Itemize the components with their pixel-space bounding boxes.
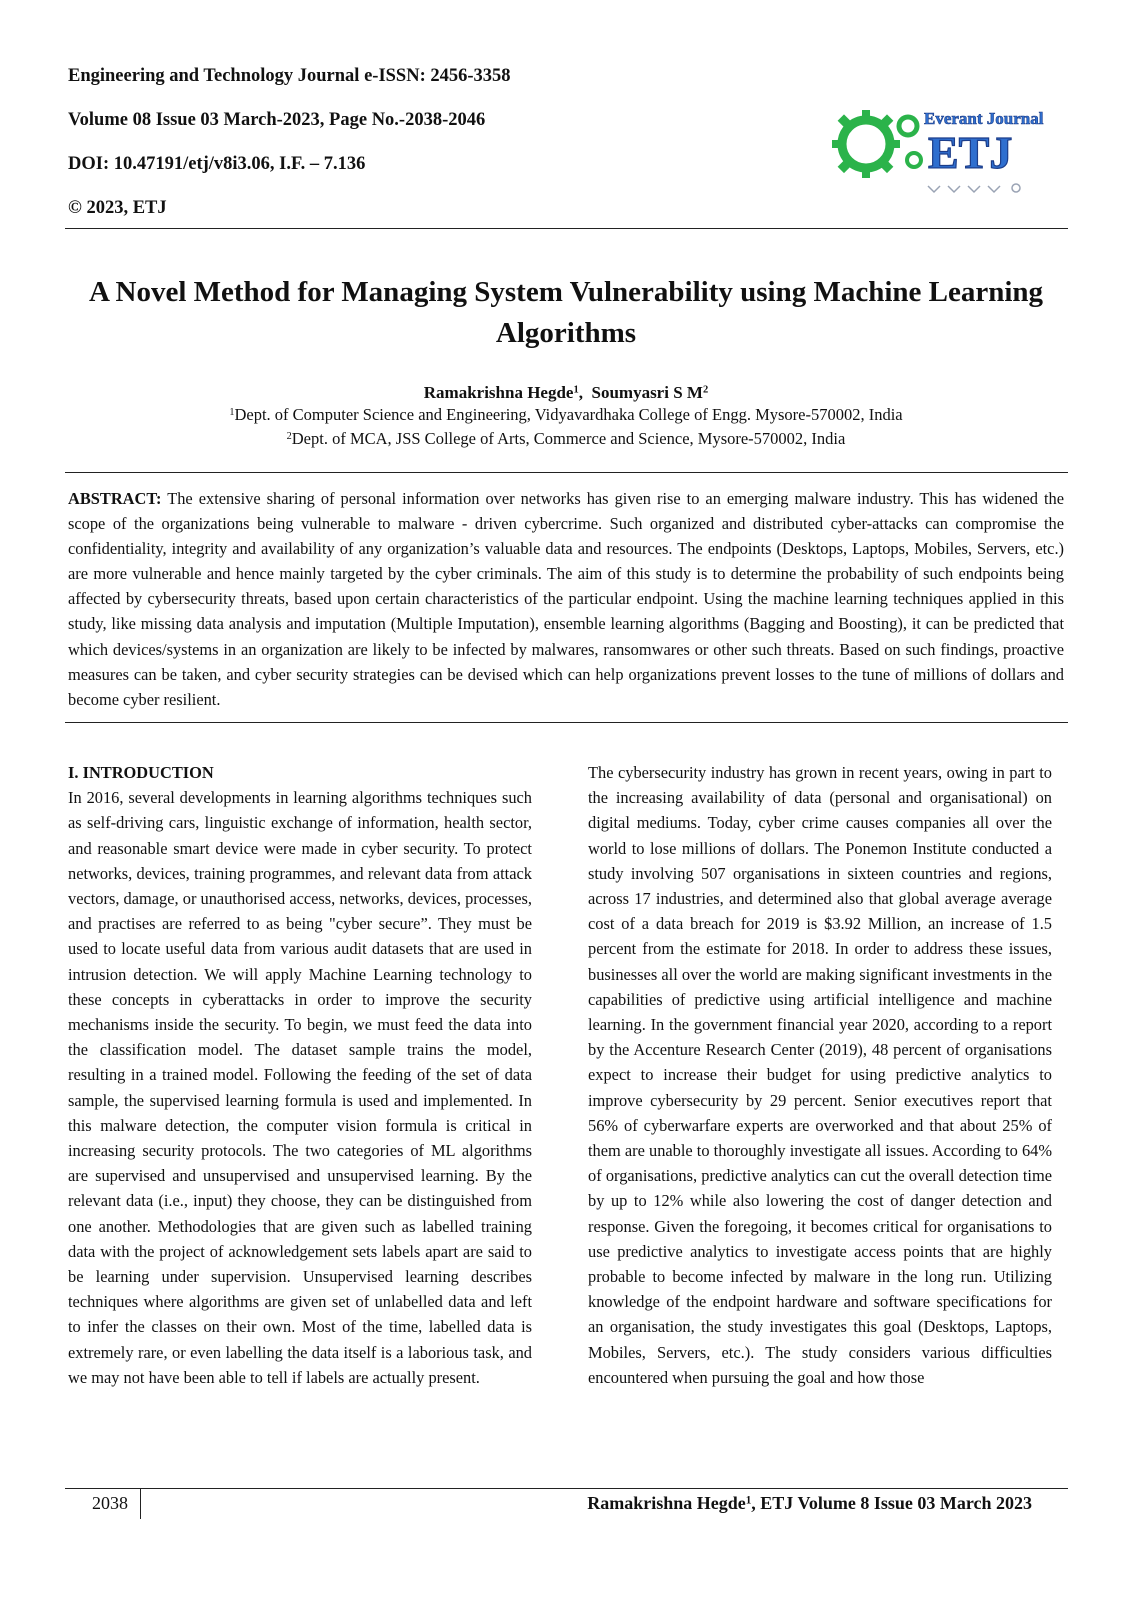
logo-wordmark bbox=[924, 109, 1044, 178]
journal-header bbox=[68, 64, 668, 240]
abstract-bottom-rule bbox=[65, 722, 1068, 723]
affiliation-text: Dept. of MCA, JSS College of Arts, Commerce and Science, Mysore-570002, India bbox=[291, 429, 846, 448]
journal-logo bbox=[828, 96, 1050, 200]
doi-line: DOI: 10.47191/etj/v8i3.06, I.F. – 7.136 bbox=[68, 154, 366, 174]
section-heading: I. INTRODUCTION bbox=[68, 763, 214, 782]
footer-sup: 1 bbox=[745, 1494, 752, 1507]
footer-author: Ramakrishna Hegde bbox=[587, 1493, 746, 1513]
author-sup: 1 bbox=[573, 384, 579, 396]
running-footer bbox=[587, 1490, 1032, 1516]
abstract bbox=[68, 486, 1064, 712]
abstract-text: The extensive sharing of personal information over networks has given rise to an emerging malware industry. This has widened the scope of the organizations being vulnerable to malware - driven cybercrime. Such organized and distributed cyber-attacks can compromise the confidentiality, integrity and availability of any organization’s valuable data and resources. The endpoints (Desktops, Laptops, Mobiles, Servers, etc.) are more vulnerable and hence mainly targeted by the cyber criminals. The aim of this study is to determine the probability of such endpoints being affected by cybersecurity threats, based upon certain characteristics of the particular endpoint. Using the machine learning techniques applied in this study, like missing data analysis and imputation (Multiple Imputation), ensemble learning algorithms (Bagging and Boosting), it can be predicted that which devices/systems in an organization are likely to be infected by malwares, ransomwares or other such threats. Based on such findings, proactive measures can be taken, and cyber security strategies can be devised which can help organizations prevent losses to the tune of millions of dollars and become cyber resilient. bbox=[68, 489, 1064, 709]
author-name: Ramakrishna Hegde bbox=[423, 383, 574, 402]
affiliation bbox=[80, 404, 1052, 426]
author-name: Soumyasri S M bbox=[591, 383, 703, 402]
gear-icon bbox=[832, 110, 921, 178]
abstract-top-rule bbox=[65, 472, 1068, 473]
footer-divider bbox=[140, 1489, 141, 1519]
page-number: 2038 bbox=[92, 1493, 128, 1513]
footer-citation: , ETJ Volume 8 Issue 03 March 2023 bbox=[751, 1493, 1032, 1513]
copyright-line: © 2023, ETJ bbox=[68, 198, 167, 218]
author-separator: , bbox=[578, 383, 592, 402]
affiliation bbox=[80, 428, 1052, 450]
left-column bbox=[68, 760, 532, 1390]
body-paragraph: In 2016, several developments in learning algorithms techniques such as self-driving cars, linguistic exchange of information, health sector, and reasonable smart device were made in cyber security. To protect networks, devices, training programmes, and relevant data from attack vectors, damage, or unauthorised access, networks, devices, processes, and practises are referred to as being "cyber secure”. They must be used to locate useful data from various audit datasets that are used in intrusion detection. We will apply Machine Learning technology to these concepts in cyberattacks in order to improve the security mechanisms inside the security. To begin, we must feed the data into the classification model. The dataset sample trains the model, resulting in a trained model. Following the feeding of the set of data sample, the supervised learning formula is used and implemented. In this malware detection, the computer vision formula is critical in increasing security protocols. The two categories of ML algorithms are supervised and unsupervised and unsupervised learning. By the relevant data (i.e., input) they choose, they can be distinguished from one another. Methodologies that are given such as labelled training data with the project of acknowledgement sets labels apart are said to be learning under supervision. Unsupervised learning describes techniques where algorithms are given set of unlabelled data and left to infer the classes on their own. Most of the time, labelled data is extremely rare, or even labelling the data itself is a laborious task, and we may not have been able to tell if labels are actually present. bbox=[68, 788, 532, 1387]
paper-title: A Novel Method for Managing System Vulnerability using Machine Learning Algorithms bbox=[88, 276, 1044, 349]
author-list bbox=[80, 382, 1052, 404]
abstract-label: ABSTRACT: bbox=[68, 489, 162, 508]
footer-rule bbox=[65, 1488, 1068, 1489]
affiliation-text: Dept. of Computer Science and Engineering, Vidyavardhaka College of Engg. Mysore-570002, India bbox=[234, 405, 903, 424]
right-column bbox=[588, 760, 1052, 1390]
affiliation-sup: 1 bbox=[229, 406, 235, 418]
body-paragraph: The cybersecurity industry has grown in recent years, owing in part to the increasing availability of data (personal and organisational) on digital mediums. Today, cyber crime causes companies all over the world to lose millions of dollars. The Ponemon Institute conducted a study involving 507 organisations in sixteen countries and regions, across 17 industries, and determined also that global average average cost of a data breach for 2019 is $3.92 Million, an increase of 1.5 percent from the estimate for 2018. In order to address these issues, businesses all over the world are making significant investments in the capabilities of predictive using artificial intelligence and machine learning. In the government financial year 2020, according to a report by the Accenture Research Center (2019), 48 percent of organisations expect to increase their budget for using predictive analytics to improve cybersecurity by 29 percent. Senior executives report that 56% of cyberwarfare experts are overworked and that about 25% of them are unable to thoroughly investigate all issues. According to 64% of organisations, predictive analytics can cut the overall detection time by up to 12% while also lowering the cost of danger detection and response. Given the foregoing, it becomes critical for organisations to use predictive analytics to investigate access points that are highly probable to become infected by malware in the long run. Utilizing knowledge of the endpoint hardware and software specifications for an organisation, the study investigates this goal (Desktops, Laptops, Mobiles, Servers, etc.). The study considers various difficulties encountered when pursuing the goal and how those bbox=[588, 763, 1052, 1387]
logo-mark: ETJ bbox=[928, 127, 1013, 178]
volume-issue: Volume 08 Issue 03 March-2023, Page No.-2038-2046 bbox=[68, 110, 486, 130]
journal-issn: Engineering and Technology Journal e-ISSN: 2456-3358 bbox=[68, 66, 511, 86]
author-sup: 2 bbox=[702, 384, 709, 396]
header-rule bbox=[65, 228, 1068, 229]
logo-decoration bbox=[928, 184, 1020, 192]
affiliation-sup: 2 bbox=[286, 430, 292, 442]
logo-name: Everant Journal bbox=[924, 109, 1044, 128]
